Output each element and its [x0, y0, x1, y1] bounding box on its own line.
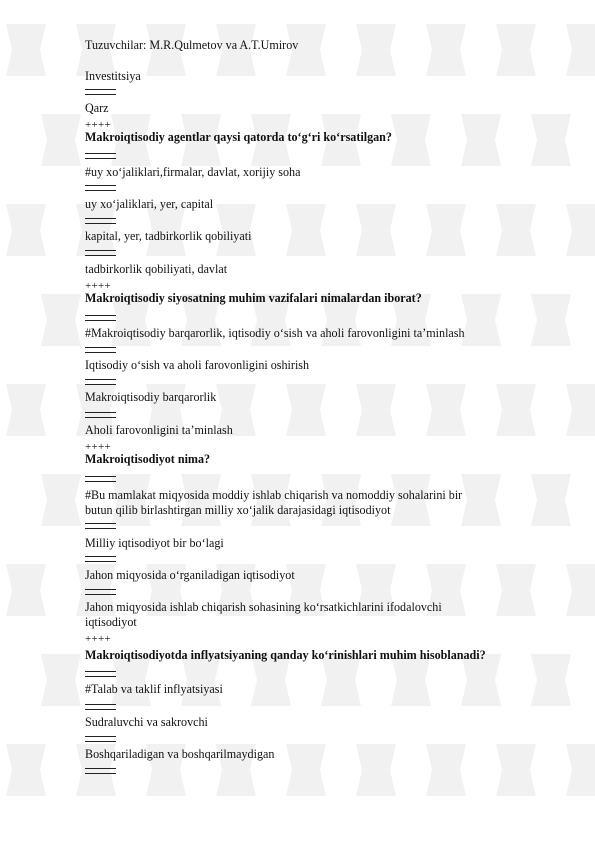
double-rule: [85, 736, 116, 742]
double-rule: [85, 153, 116, 159]
answer-line: Jahon miqyosida o‘rganiladigan iqtisodiyot: [85, 568, 295, 582]
question-heading: Makroiqtisodiyot nima?: [85, 452, 211, 466]
watermark-shape: [525, 650, 577, 710]
watermark-shape: [420, 740, 472, 800]
answer-line: Boshqariladigan va boshqarilmaydigan: [85, 747, 275, 761]
watermark-shape: [0, 20, 52, 80]
double-rule: [85, 523, 116, 529]
watermark-shape: [280, 740, 332, 800]
watermark-shape: [35, 290, 87, 350]
answer-line: Jahon miqyosida ishlab chiqarish sohasining ko‘rsatkichlarini ifodalovchi: [85, 600, 442, 614]
double-rule: [85, 89, 116, 95]
watermark-shape: [0, 740, 52, 800]
watermark-shape: [490, 740, 542, 800]
answer-line: iqtisodiyot: [85, 615, 137, 629]
watermark-shape: [350, 200, 402, 260]
watermark-shape: [35, 470, 87, 530]
question-heading: Makroiqtisodiy agentlar qaysi qatorda to‘g‘ri ko‘rsatilgan?: [85, 130, 392, 144]
watermark-shape: [280, 380, 332, 440]
answer-line: uy xo‘jaliklari, yer, capital: [85, 197, 214, 211]
plus-separator: ++++: [85, 633, 112, 645]
answer-line: butun qilib birlashtirgan milliy xo‘jalik darajasidagi iqtisodiyot: [85, 503, 391, 517]
watermark-shape: [0, 560, 52, 620]
double-rule: [85, 379, 116, 385]
double-rule: [85, 704, 116, 710]
plus-separator: ++++: [85, 441, 112, 453]
watermark-shape: [350, 20, 402, 80]
answer-line: #Makroiqtisodiy barqarorlik, iqtisodiy o‘sish va aholi farovonligini ta’minlash: [85, 326, 465, 340]
watermark-shape: [490, 200, 542, 260]
plus-separator: ++++: [85, 280, 112, 292]
watermark-shape: [525, 470, 577, 530]
watermark-shape: [420, 380, 472, 440]
watermark-shape: [350, 380, 402, 440]
watermark-shape: [350, 740, 402, 800]
watermark-shape: [560, 560, 595, 620]
question-heading: Makroiqtisodiyotda inflyatsiyaning qanday ko‘rinishlari muhim hisoblanadi?: [85, 648, 486, 662]
watermark-shape: [525, 110, 577, 170]
answer-line: kapital, yer, tadbirkorlik qobiliyati: [85, 229, 252, 243]
double-rule: [85, 315, 116, 321]
answer-line: Aholi farovonligini ta’minlash: [85, 423, 233, 437]
plus-separator: ++++: [85, 119, 112, 131]
watermark-shape: [35, 110, 87, 170]
answer-line: Iqtisodiy o‘sish va aholi farovonligini oshirish: [85, 358, 310, 372]
answer-line: #Bu mamlakat miqyosida moddiy ishlab chiqarish va nomoddiy sohalarini bir: [85, 488, 463, 502]
watermark-shape: [560, 380, 595, 440]
watermark-shape: [560, 740, 595, 800]
answer-line: Investitsiya: [85, 69, 141, 83]
watermark-shape: [490, 560, 542, 620]
answer-line: Milliy iqtisodiyot bir bo‘lagi: [85, 536, 224, 550]
watermark-shape: [0, 380, 52, 440]
watermark-shape: [420, 20, 472, 80]
answer-line: #Talab va taklif inflyatsiyasi: [85, 682, 223, 696]
watermark-shape: [560, 200, 595, 260]
watermark-shape: [385, 110, 437, 170]
double-rule: [85, 412, 116, 418]
watermark-shape: [420, 200, 472, 260]
double-rule: [85, 671, 116, 677]
watermark-shape: [455, 470, 507, 530]
double-rule: [85, 589, 116, 595]
watermark-shape: [0, 200, 52, 260]
watermark-shape: [490, 20, 542, 80]
watermark-shape: [490, 380, 542, 440]
watermark-shape: [455, 110, 507, 170]
question-heading: Makroiqtisodiy siyosatning muhim vazifalari nimalardan iborat?: [85, 291, 422, 305]
answer-line: tadbirkorlik qobiliyati, davlat: [85, 262, 228, 276]
watermark-shape: [525, 290, 577, 350]
answer-line: Qarz: [85, 101, 109, 115]
answer-line: #uy xo‘jaliklari,firmalar, davlat, xorijiy soha: [85, 165, 301, 179]
answer-line: Makroiqtisodiy barqarorlik: [85, 390, 217, 404]
double-rule: [85, 218, 116, 224]
double-rule: [85, 250, 116, 256]
double-rule: [85, 347, 116, 353]
watermark-shape: [35, 650, 87, 710]
authors-line: Tuzuvchilar: M.R.Qulmetov va A.T.Umirov: [85, 38, 299, 52]
double-rule: [85, 185, 116, 191]
answer-line: Sudraluvchi va sakrovchi: [85, 715, 208, 729]
double-rule: [85, 556, 116, 562]
watermark-shape: [280, 200, 332, 260]
watermark-shape: [560, 20, 595, 80]
double-rule: [85, 476, 116, 482]
watermark-shape: [455, 290, 507, 350]
double-rule: [85, 768, 116, 774]
